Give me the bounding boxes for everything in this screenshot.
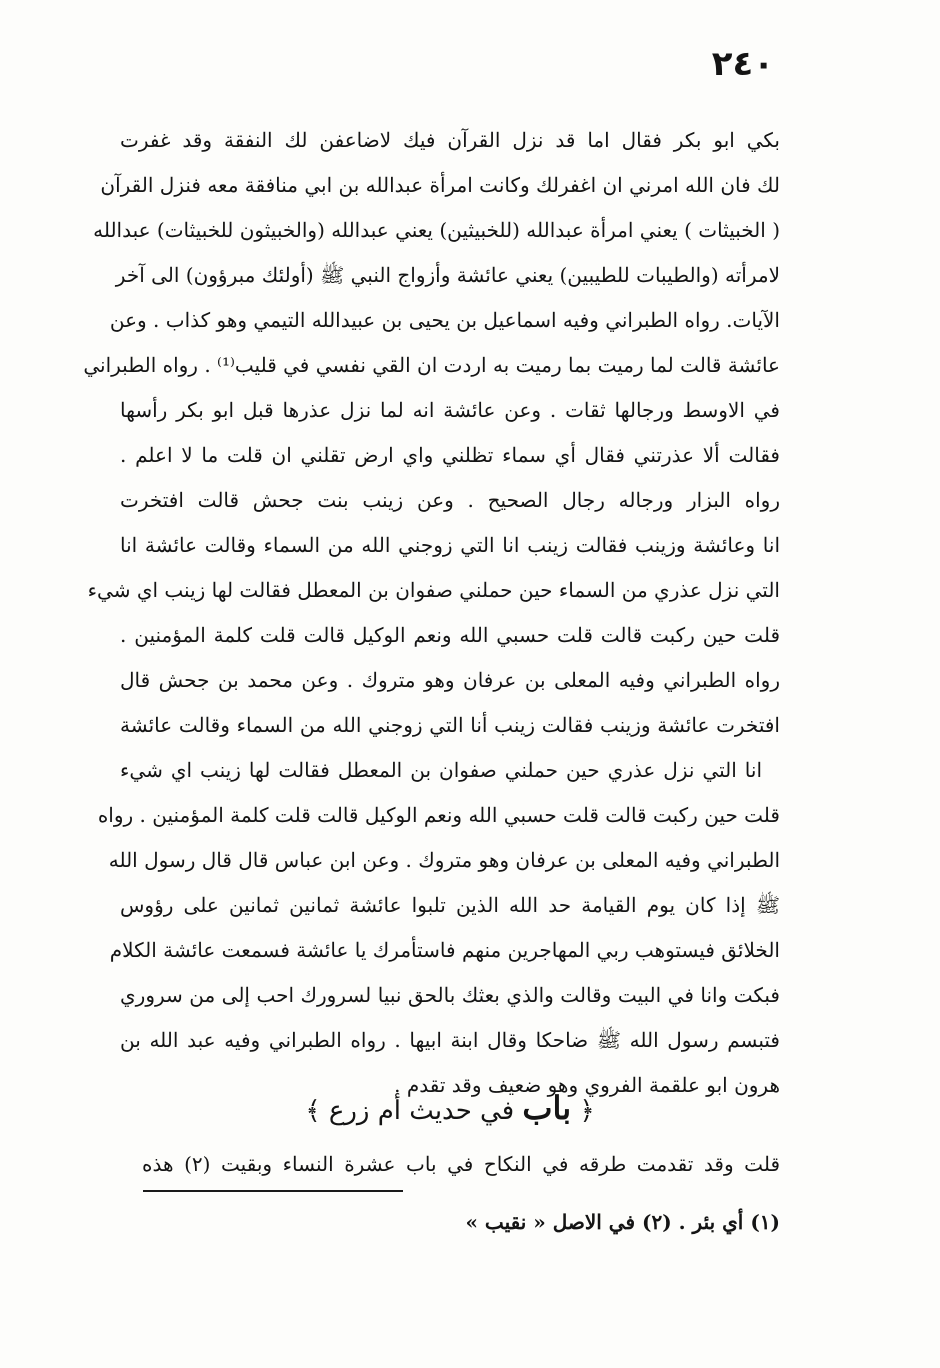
text-line: فبكت وانا في البيت وقالت والذي بعثك بالحق نبيا لسرورك احب إلى من سروري: [120, 983, 780, 1007]
heading-bracket-close: ﴾: [305, 1096, 321, 1126]
text-line: قلت حين ركبت قالت قلت حسبي الله ونعم الوكيل قالت قلت كلمة المؤمنين .: [120, 623, 780, 647]
text-line: التي نزل عذري من السماء حين حملني صفوان بن المعطل فقالت لها زينب اي شيء: [87, 578, 780, 602]
footnote: (١) أي بئر . (٢) في الاصل « نقيب »: [465, 1210, 780, 1234]
text-line: ( الخبيثات ) يعني امرأة عبدالله (للخبيثين) يعني عبدالله (والخبيثون للخبيثات) عبدالله: [93, 218, 780, 242]
footnote-divider: [143, 1190, 403, 1192]
text-line: فقالت ألا عذرتني فقال أي سماء تظلني واي ارض تقلني ان قلت ما لا اعلم .: [120, 443, 780, 467]
text-line: قلت حين ركبت قالت قلت حسبي الله ونعم الوكيل قالت قلت كلمة المؤمنين . رواه: [97, 803, 780, 827]
text-line: هرون ابو علقمة الفروي وهو ضعيف وقد تقدم .: [394, 1073, 780, 1097]
text-line: الطبراني وفيه المعلى بن عرفان وهو متروك . وعن ابن عباس قال قال رسول الله: [108, 848, 780, 872]
heading-bab: باب: [522, 1089, 572, 1127]
text-line: رواه الطبراني وفيه المعلى بن عرفان وهو متروك . وعن محمد بن جحش قال: [120, 668, 780, 692]
heading-bracket-open: ﴿: [579, 1096, 595, 1126]
text-line: فتبسم رسول الله ﷺ ضاحكا وقال ابنة ابيها . رواه الطبراني وفيه عبد الله بن: [120, 1028, 780, 1052]
body-text: [83, 118, 780, 1108]
text-line: انا التي نزل عذري حين حملني صفوان بن المعطل فقالت لها زينب اي شيء: [120, 758, 762, 782]
page-number: ٢٤٠: [711, 44, 774, 84]
text-line: لك فان الله امرني ان اغفرلك وكانت امرأة عبدالله بن ابي منافقة معه فنزل القرآن: [100, 173, 780, 197]
text-line: في الاوسط ورجالها ثقات . وعن عائشة انه لما نزل عذرها قبل ابو بكر رأسها: [120, 398, 780, 422]
text-line: عائشة قالت لما رميت بما رميت به اردت ان القي نفسي في قليب⁽¹⁾ . رواه الطبراني: [83, 353, 780, 377]
text-line: انا وعائشة وزينب فقالت زينب انا التي زوجني الله من السماء وقالت عائشة انا: [120, 533, 780, 557]
text-line: ﷺ إذا كان يوم القيامة حد الله الذين تلبوا عائشة ثمانين ثمانين على رؤوس: [120, 893, 780, 917]
chapter-heading: [120, 1086, 780, 1130]
text-line: الخلائق فيستوهب ربي المهاجرين منهم فاستأمرك يا عائشة فسمعت عائشة الكلام: [109, 938, 780, 962]
text-line: الآيات. رواه الطبراني وفيه اسماعيل بن يحيى بن عبيدالله التيمي وهو كذاب . وعن: [109, 308, 780, 332]
text-line: رواه البزار ورجاله رجال الصحيح . وعن زينب بنت جحش قالت افتخرت: [120, 488, 780, 512]
text-line: بكي ابو بكر فقال اما قد نزل القرآن فيك لاضاعفن لك النفقة وقد غفرت: [120, 128, 780, 152]
after-heading-line: قلت وقد تقدمت طرقه في النكاح في باب عشرة النساء وبقيت (٢) هذه: [142, 1152, 781, 1176]
text-line: افتخرت عائشة وزينب فقالت زينب أنا التي زوجني الله من السماء وقالت عائشة: [120, 713, 780, 737]
heading-title: في حديث أم زرع: [328, 1096, 515, 1126]
text-line: لامرأته (والطيبات للطيبين) يعني عائشة وأزواج النبي ﷺ (أولئك مبرؤون) الى آخر: [115, 263, 780, 287]
